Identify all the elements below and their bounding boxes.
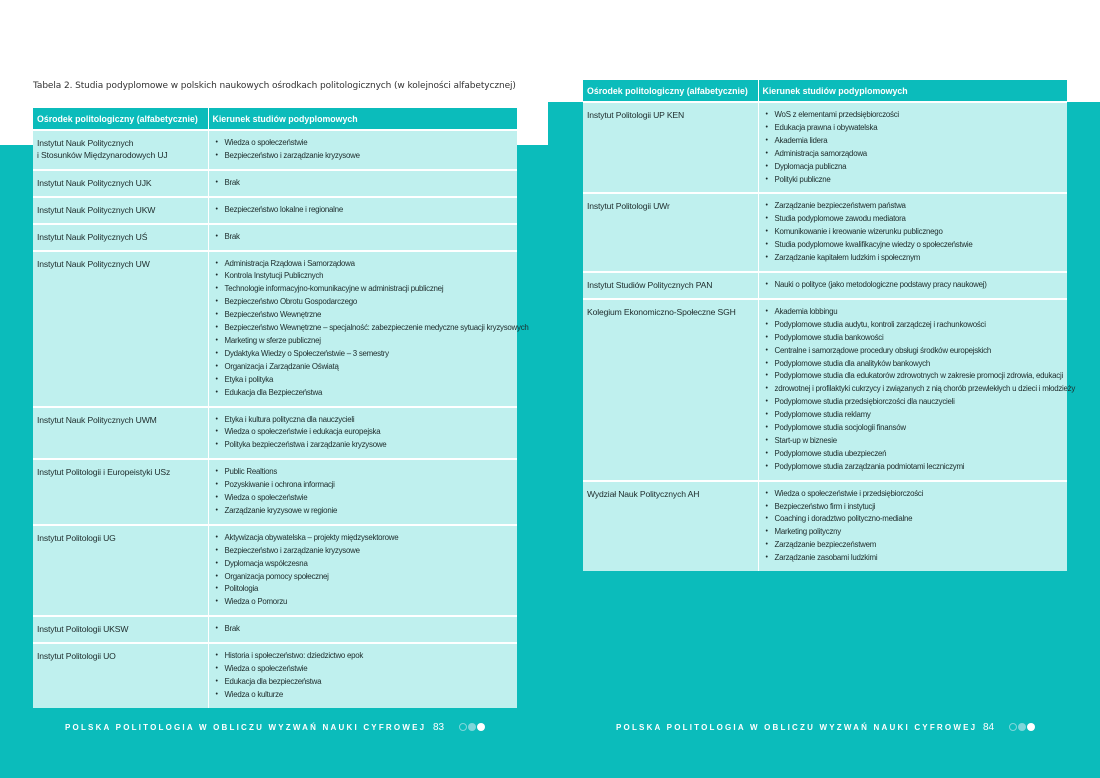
table-header-row [583, 80, 1067, 102]
program-item: • Public Realtions [213, 466, 514, 479]
institution-name-line: Instytut Politologii UWr [587, 201, 670, 212]
table-row [33, 170, 517, 197]
programs-cell [758, 193, 1067, 272]
programs-cell [208, 407, 517, 460]
programs-list [213, 204, 514, 217]
dot-decoration [1027, 723, 1035, 731]
institution-name-line: Instytut Politologii i Europeistyki USz [37, 467, 171, 478]
institution-name-line: Instytut Politologii UP KEN [587, 110, 685, 120]
institution-name-line: Instytut Politologii UG [37, 532, 116, 543]
program-item: • Zarządzanie zasobami ludzkimi [763, 552, 1064, 565]
institution-cell [33, 643, 208, 708]
program-item: • Wiedza o społeczeństwie [213, 663, 514, 676]
program-item: • Podyplomowe studia przedsiębiorczości dla nauczycieli [763, 396, 1064, 409]
table-row [33, 643, 517, 708]
programs-list [213, 532, 514, 609]
table-row [583, 299, 1067, 481]
program-item: • Wiedza o społeczeństwie i edukacja europejska [213, 426, 514, 439]
program-item: • Bezpieczeństwo i zarządzanie kryzysowe [213, 150, 514, 163]
institution-name-line: Instytut Nauk Politycznych UWM [37, 414, 157, 425]
header-programs: Kierunek studiów podyplomowych [758, 80, 1067, 102]
institution-name-line: Instytut Studiów Politycznych PAN [587, 279, 713, 290]
postgraduate-table-right [583, 80, 1076, 571]
program-item: • Brak [213, 231, 514, 244]
table-row [33, 197, 517, 224]
program-item: • Organizacja pomocy społecznej [213, 571, 514, 584]
program-item: • Dyplomacja współczesna [213, 558, 514, 571]
institution-cell [583, 102, 758, 193]
table-caption: Tabela 2. Studia podyplomowe w polskich naukowych ośrodkach politologicznych (w kolejności alfabetycznej) [33, 81, 516, 91]
program-item: • Wiedza o społeczeństwie i przedsiębiorczości [763, 488, 1064, 501]
institution-cell [33, 170, 208, 197]
program-item: • Start-up w biznesie [763, 435, 1064, 448]
page-dots-decoration-right [1009, 723, 1039, 732]
table-row [33, 224, 517, 251]
programs-list [763, 279, 1064, 292]
programs-list [213, 231, 514, 244]
institution-name-line: Kolegium Ekonomiczno-Społeczne SGH [587, 306, 736, 317]
programs-list [763, 109, 1064, 186]
table-header-row [33, 108, 517, 130]
programs-cell [758, 481, 1067, 571]
header-institution: Ośrodek politologiczny (alfabetycznie) [33, 108, 208, 130]
institution-name-line: Instytut Politologii UKSW [37, 624, 129, 635]
page-dots-decoration-left [459, 723, 489, 732]
program-item: • Marketing polityczny [763, 526, 1064, 539]
dot-decoration [459, 723, 467, 731]
programs-cell [758, 272, 1067, 299]
programs-list [763, 306, 1076, 474]
institution-cell [33, 251, 208, 407]
programs-cell [208, 525, 517, 616]
program-item: • Podyplomowe studia dla edukatorów zdrowotnych w zakresie promocji zdrowia, edukacji [763, 370, 1064, 383]
programs-list [213, 466, 514, 518]
institution-name-line: Instytut Nauk Politycznych UJK [37, 177, 152, 188]
program-item: • Edukacja dla Bezpieczeństwa [213, 387, 514, 400]
program-item: • Akademia lobbingu [763, 306, 1064, 319]
programs-cell [758, 102, 1067, 193]
dot-decoration [1009, 723, 1017, 731]
page-number-right: 84 [983, 722, 995, 733]
institution-cell [583, 193, 758, 272]
programs-cell [208, 616, 517, 643]
program-item: • Bezpieczeństwo firm i instytucji [763, 501, 1064, 514]
programs-list [213, 650, 514, 702]
program-item: • Organizacja i Zarządzanie Oświatą [213, 361, 514, 374]
program-item: • Podyplomowe studia reklamy [763, 409, 1064, 422]
institution-name-line: Instytut Politologii UO [37, 651, 116, 662]
program-item: • Centralne i samorządowe procedury obsługi środków europejskich [763, 345, 1064, 358]
program-item: • Wiedza o społeczeństwie [213, 492, 514, 505]
institution-cell [583, 299, 758, 481]
program-item: • Administracja Rządowa i Samorządowa [213, 258, 514, 271]
postgraduate-table-left [33, 108, 529, 708]
program-item: • Brak [213, 623, 514, 636]
program-item: • Bezpieczeństwo Wewnętrzne – specjalność: zabezpieczenie medyczne sytuacji kryzysowych [213, 322, 514, 335]
table-row [33, 459, 517, 525]
programs-list [763, 488, 1064, 565]
table-row [33, 525, 517, 616]
program-item: • WoS z elementami przedsiębiorczości [763, 109, 1064, 122]
program-item: • Akademia lidera [763, 135, 1064, 148]
programs-list [213, 623, 514, 636]
header-programs: Kierunek studiów podyplomowych [208, 108, 517, 130]
program-item: • Podyplomowe studia audytu, kontroli zarządczej i rachunkowości [763, 319, 1064, 332]
institution-cell [33, 616, 208, 643]
program-item: • Bezpieczeństwo Wewnętrzne [213, 309, 514, 322]
table-row [33, 616, 517, 643]
footer-title-left: POLSKA POLITOLOGIA W OBLICZU WYZWAŃ NAUKI CYFROWEJ [65, 723, 427, 732]
program-item: • Wiedza o Pomorzu [213, 596, 514, 609]
program-item: • Aktywizacja obywatelska – projekty międzysektorowe [213, 532, 514, 545]
institution-cell [583, 481, 758, 571]
program-item: • Etyka i polityka [213, 374, 514, 387]
program-item: • Podyplomowe studia dla analityków bankowych [763, 358, 1064, 371]
program-item: • Marketing w sferze publicznej [213, 335, 514, 348]
programs-cell [208, 130, 517, 170]
institution-name-line: Instytut Nauk Politycznych [37, 138, 134, 148]
program-item: • Zarządzanie bezpieczeństwem państwa [763, 200, 1064, 213]
institution-name-line: Instytut Nauk Politycznych UKW [37, 204, 156, 215]
programs-cell [208, 251, 529, 407]
program-item: • Wiedza o kulturze [213, 689, 514, 702]
program-item: • Podyplomowe studia ubezpieczeń [763, 448, 1064, 461]
institution-cell [33, 130, 208, 170]
program-item: • Edukacja dla bezpieczeństwa [213, 676, 514, 689]
header-institution: Ośrodek politologiczny (alfabetycznie) [583, 80, 758, 102]
programs-list [763, 200, 1064, 265]
program-item: • Dyplomacja publiczna [763, 161, 1064, 174]
program-item: • Brak [213, 177, 514, 190]
programs-list [213, 258, 529, 400]
institution-cell [33, 525, 208, 616]
programs-list [213, 137, 514, 163]
dot-decoration [477, 723, 485, 731]
program-item: • Kontrola Instytucji Publicznych [213, 270, 514, 283]
program-item: • Zarządzanie kapitałem ludzkim i społecznym [763, 252, 1064, 265]
program-item: • Historia i społeczeństwo: dziedzictwo epok [213, 650, 514, 663]
institution-name-line: i Stosunków Międzynarodowych UJ [37, 150, 168, 160]
program-item: • Studia podyplomowe zawodu mediatora [763, 213, 1064, 226]
table-row [583, 272, 1067, 299]
program-item: • Podyplomowe studia socjologii finansów [763, 422, 1064, 435]
programs-cell [758, 299, 1076, 481]
program-item: • Bezpieczeństwo lokalne i regionalne [213, 204, 514, 217]
program-item: • Pozyskiwanie i ochrona informacji [213, 479, 514, 492]
programs-cell [208, 459, 517, 525]
page-number-left: 83 [433, 722, 445, 733]
programs-cell [208, 643, 517, 708]
program-item: • Wiedza o społeczeństwie [213, 137, 514, 150]
programs-cell [208, 224, 517, 251]
institution-cell [33, 459, 208, 525]
program-item: • Bezpieczeństwo i zarządzanie kryzysowe [213, 545, 514, 558]
program-item: • Nauki o polityce (jako metodologiczne podstawy pracy naukowej) [763, 279, 1064, 292]
programs-cell [208, 170, 517, 197]
program-item: • Studia podyplomowe kwalifikacyjne wiedzy o społeczeństwie [763, 239, 1064, 252]
dot-decoration [468, 723, 476, 731]
institution-name-line: Instytut Nauk Politycznych UŚ [37, 231, 148, 242]
program-item: • Technologie informacyjno-komunikacyjne w administracji publicznej [213, 283, 514, 296]
program-item: • Zarządzanie bezpieczeństwem [763, 539, 1064, 552]
program-item: • Podyplomowe studia zarządzania podmiotami leczniczymi [763, 461, 1064, 474]
program-item: • Komunikowanie i kreowanie wizerunku publicznego [763, 226, 1064, 239]
programs-list [213, 177, 514, 190]
program-item: • Dydaktyka Wiedzy o Społeczeństwie – 3 semestry [213, 348, 514, 361]
program-item: • Polityka bezpieczeństwa i zarządzanie kryzysowe [213, 439, 514, 452]
table-row [583, 102, 1067, 193]
institution-cell [33, 224, 208, 251]
institution-cell [583, 272, 758, 299]
program-item: • Coaching i doradztwo polityczno-medialne [763, 513, 1064, 526]
program-item: • Polityki publiczne [763, 174, 1064, 187]
program-item: • Administracja samorządowa [763, 148, 1064, 161]
programs-cell [208, 197, 517, 224]
program-item: • Edukacja prawna i obywatelska [763, 122, 1064, 135]
program-item: • Politologia [213, 583, 514, 596]
program-item: • Etyka i kultura polityczna dla nauczycieli [213, 414, 514, 427]
table-row [33, 251, 517, 407]
footer-title-right: POLSKA POLITOLOGIA W OBLICZU WYZWAŃ NAUKI CYFROWEJ [616, 723, 978, 732]
institution-cell [33, 197, 208, 224]
program-item: • Zarządzanie kryzysowe w regionie [213, 505, 514, 518]
institution-name-line: Wydział Nauk Politycznych AH [587, 488, 700, 499]
table-row [583, 193, 1067, 272]
institution-cell [33, 407, 208, 460]
programs-list [213, 414, 514, 453]
program-item: • Bezpieczeństwo Obrotu Gospodarczego [213, 296, 514, 309]
program-item: • zdrowotnej i profilaktyki cukrzycy i związanych z nią chorób przewlekłych u dzieci i młodzieży [763, 383, 1064, 396]
dot-decoration [1018, 723, 1026, 731]
program-item: • Podyplomowe studia bankowości [763, 332, 1064, 345]
table-row [33, 130, 517, 170]
institution-name-line: Instytut Nauk Politycznych UW [37, 258, 150, 269]
table-row [583, 481, 1067, 571]
table-row [33, 407, 517, 460]
